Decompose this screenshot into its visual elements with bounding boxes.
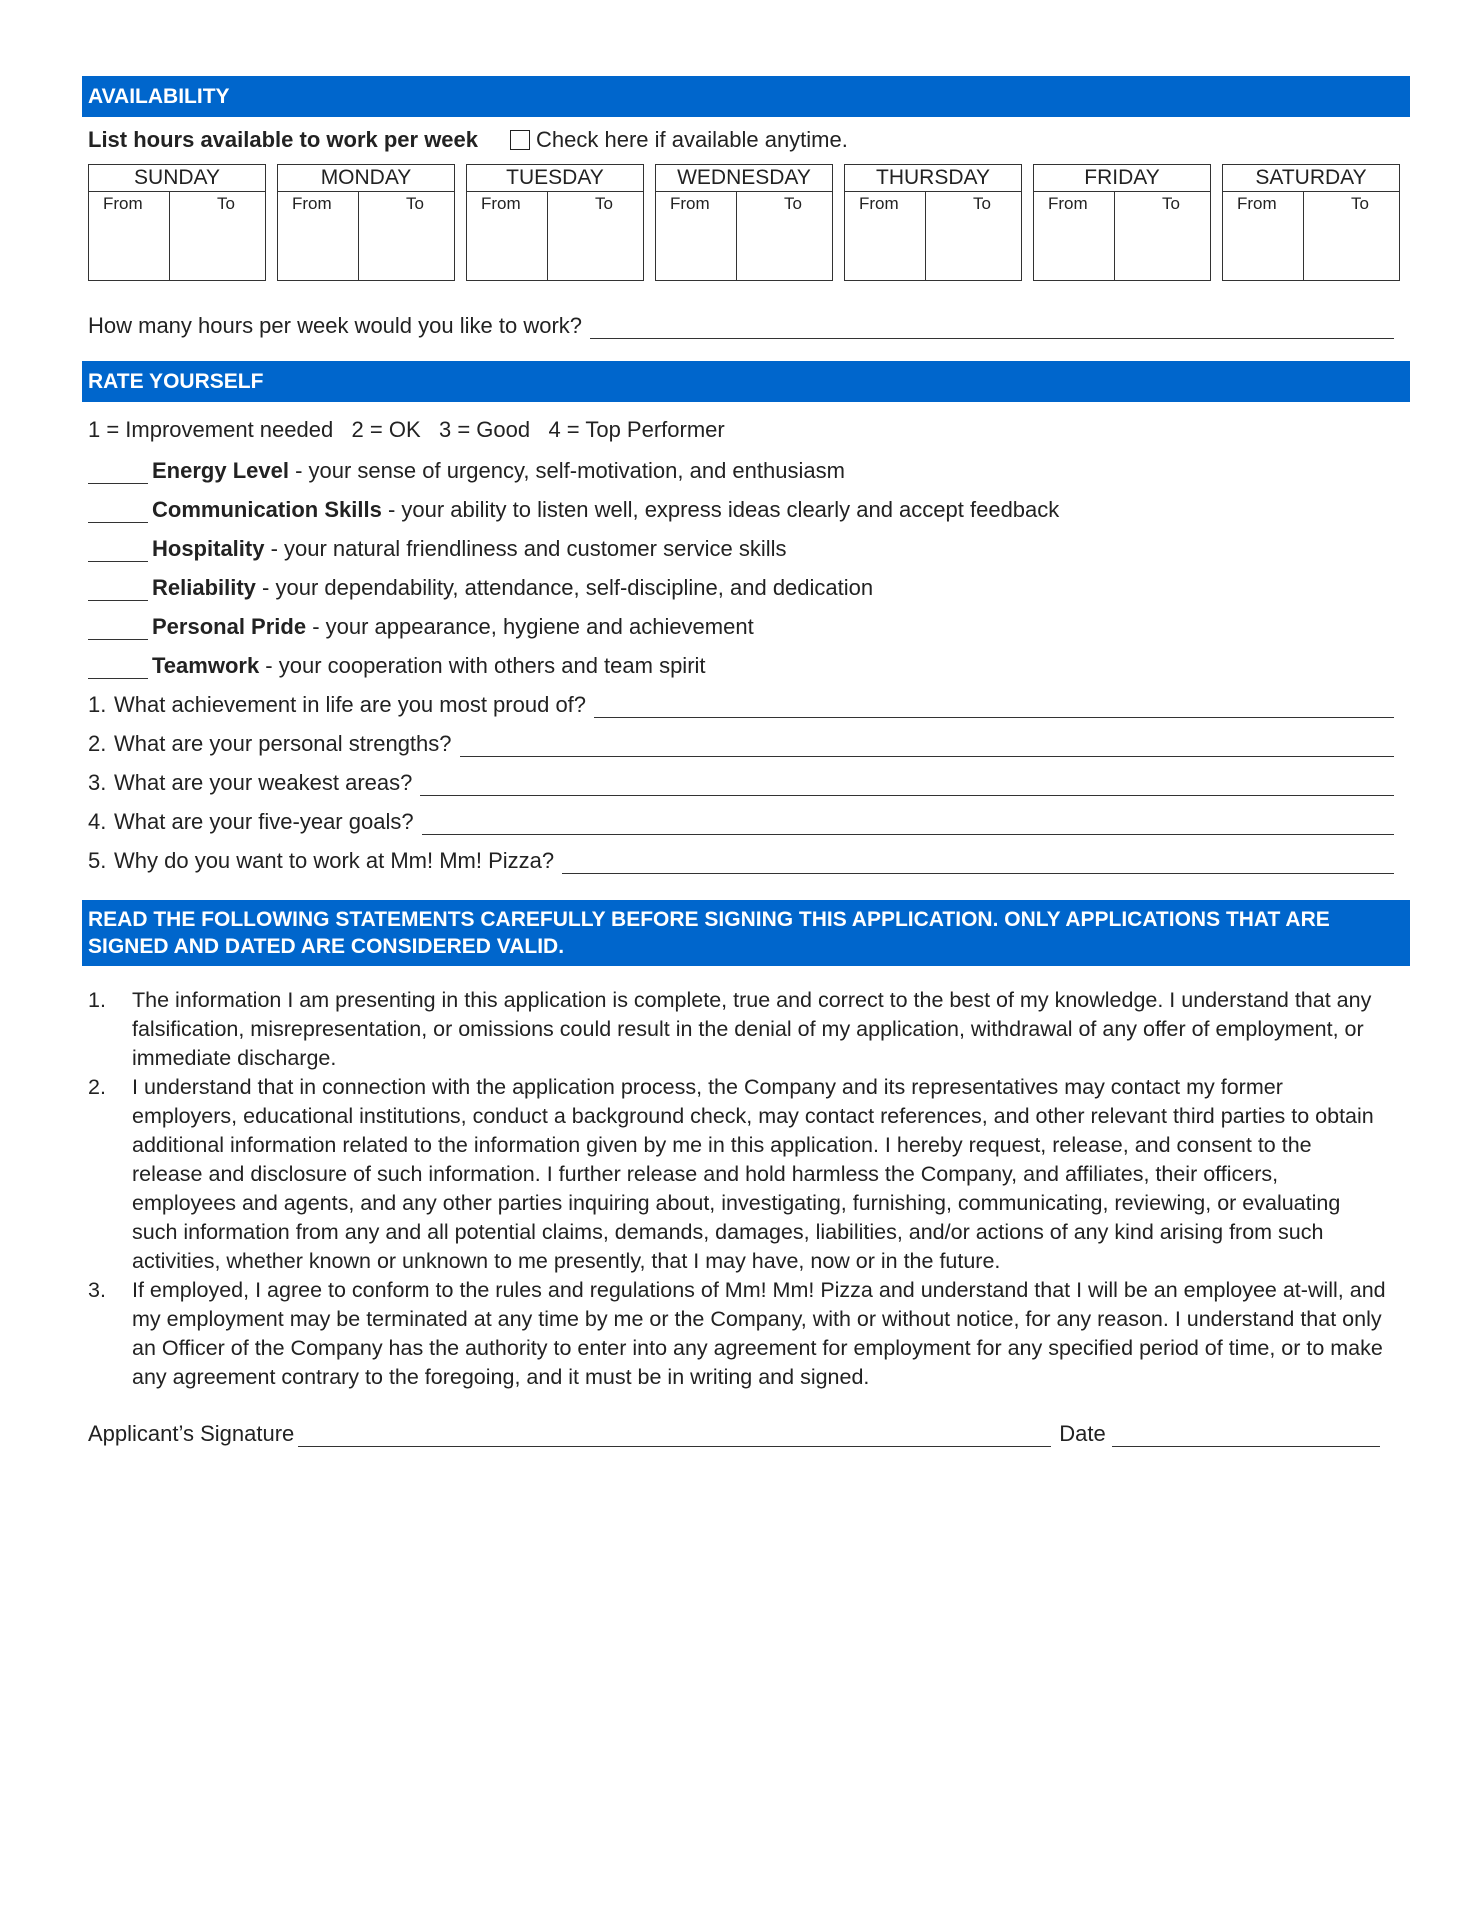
statement-number: 3. <box>88 1278 106 1302</box>
rating-item-communication-skills <box>82 495 1410 523</box>
statement-text: I understand that in connection with the application process, the Company and its representatives may contact my former employers, educational institutions, conduct a background check, may contact references, and other relevant third parties to obtain additional information related to the information given by me in this application. I hereby request, release, and consent to the release and disclosure of such information. I further release and hold harmless the Company, and affiliates, their officers, employees and agents, and any other parties inquiring about, investigating, furnishing, communicating, reviewing, or evaluating such information from any and all potential claims, demands, damages, liabilities, and/or actions of any kind arising from such activities, whether known or unknown to me presently, that I may have, now or in the future. <box>132 1075 1374 1273</box>
rating-item-energy-level <box>82 456 1410 484</box>
to-field[interactable]: To <box>1351 194 1369 213</box>
application-page <box>82 76 1410 1447</box>
day-name: MONDAY <box>278 165 454 192</box>
question-label: What achievement in life are you most proud of? <box>114 692 587 717</box>
rating-scale-legend: 1 = Improvement needed 2 = OK 3 = Good 4 = Top Performer <box>88 417 725 442</box>
from-field[interactable]: From <box>278 192 359 280</box>
day-name: FRIDAY <box>1034 165 1210 192</box>
rating-item-reliability <box>82 573 1410 601</box>
date-line[interactable] <box>1112 1424 1380 1447</box>
rating-blank[interactable] <box>88 539 148 562</box>
rating-description: - your natural friendliness and customer service skills <box>264 536 787 561</box>
rating-description: - your cooperation with others and team spirit <box>259 653 706 678</box>
anytime-option[interactable] <box>510 127 848 153</box>
answer-line[interactable] <box>422 812 1394 835</box>
hours-question-label: How many hours per week would you like to work? <box>88 313 583 338</box>
signature-row <box>82 1419 1410 1447</box>
anytime-checkbox[interactable] <box>510 130 530 150</box>
question-number: 1. <box>88 692 107 717</box>
from-field[interactable]: From <box>89 192 170 280</box>
question-number: 5. <box>88 848 107 873</box>
statement-item <box>82 1276 1410 1392</box>
day-box-sunday <box>88 164 266 281</box>
rating-blank[interactable] <box>88 578 148 601</box>
to-field[interactable]: To <box>406 194 424 213</box>
rating-blank[interactable] <box>88 656 148 679</box>
availability-header: AVAILABILITY <box>82 76 1410 117</box>
rating-item-personal-pride <box>82 612 1410 640</box>
from-field[interactable]: From <box>467 192 548 280</box>
question-row-proud <box>82 690 1410 718</box>
statement-number: 2. <box>88 1075 106 1099</box>
question-number: 4. <box>88 809 107 834</box>
statement-item <box>82 986 1410 1073</box>
day-name: SATURDAY <box>1223 165 1399 192</box>
date-label: Date <box>1059 1421 1106 1446</box>
question-row-why-work <box>82 846 1410 874</box>
question-row-goals <box>82 807 1410 835</box>
answer-line[interactable] <box>420 773 1394 796</box>
list-hours-label: List hours available to work per week <box>88 127 479 152</box>
rating-term: Hospitality <box>152 536 265 561</box>
answer-line[interactable] <box>562 851 1394 874</box>
to-field[interactable]: To <box>784 194 802 213</box>
day-box-saturday <box>1222 164 1400 281</box>
availability-grid <box>82 164 1410 281</box>
question-label: What are your five-year goals? <box>114 809 414 834</box>
question-row-weakest <box>82 768 1410 796</box>
to-field[interactable]: To <box>217 194 235 213</box>
statement-number: 1. <box>88 988 106 1012</box>
statements-header: READ THE FOLLOWING STATEMENTS CAREFULLY BEFORE SIGNING THIS APPLICATION. ONLY APPLICATIONS THAT ARE SIGNED AND DATED ARE CONSIDERED VALID. <box>82 900 1410 966</box>
rate-yourself-header: RATE YOURSELF <box>82 361 1410 402</box>
rating-description: - your dependability, attendance, self-discipline, and dedication <box>255 575 874 600</box>
from-field[interactable]: From <box>845 192 926 280</box>
answer-line[interactable] <box>460 734 1394 757</box>
statements-list <box>82 986 1410 1392</box>
question-label: Why do you want to work at Mm! Mm! Pizza? <box>114 848 555 873</box>
from-field[interactable]: From <box>1034 192 1115 280</box>
hours-question-row <box>82 311 1410 339</box>
rating-item-teamwork <box>82 651 1410 679</box>
day-box-wednesday <box>655 164 833 281</box>
to-field[interactable]: To <box>973 194 991 213</box>
rating-item-hospitality <box>82 534 1410 562</box>
question-row-strengths <box>82 729 1410 757</box>
to-field[interactable]: To <box>595 194 613 213</box>
day-name: TUESDAY <box>467 165 643 192</box>
day-box-tuesday <box>466 164 644 281</box>
rating-term: Reliability <box>152 575 256 600</box>
rating-description: - your sense of urgency, self-motivation, and enthusiasm <box>288 458 845 483</box>
signature-label: Applicant’s Signature <box>88 1421 295 1446</box>
day-box-monday <box>277 164 455 281</box>
question-label: What are your weakest areas? <box>114 770 413 795</box>
to-field[interactable]: To <box>1162 194 1180 213</box>
statement-text: The information I am presenting in this application is complete, true and correct to the best of my knowledge. I understand that any falsification, misrepresentation, or omissions could result in the denial of my application, withdrawal of any offer of employment, or immediate discharge. <box>132 988 1372 1070</box>
day-box-friday <box>1033 164 1211 281</box>
question-label: What are your personal strengths? <box>114 731 452 756</box>
day-name: THURSDAY <box>845 165 1021 192</box>
rating-blank[interactable] <box>88 461 148 484</box>
from-field[interactable]: From <box>656 192 737 280</box>
from-field[interactable]: From <box>1223 192 1304 280</box>
rating-term: Teamwork <box>152 653 260 678</box>
availability-title-row <box>82 126 1410 154</box>
day-name: WEDNESDAY <box>656 165 832 192</box>
day-name: SUNDAY <box>89 165 265 192</box>
answer-line[interactable] <box>594 695 1394 718</box>
signature-line[interactable] <box>298 1424 1051 1447</box>
day-box-thursday <box>844 164 1022 281</box>
question-number: 2. <box>88 731 107 756</box>
rating-description: - your appearance, hygiene and achievement <box>306 614 754 639</box>
hours-input-line[interactable] <box>590 316 1394 339</box>
statement-item <box>82 1073 1410 1276</box>
anytime-label: Check here if available anytime. <box>536 127 848 152</box>
rating-blank[interactable] <box>88 500 148 523</box>
question-number: 3. <box>88 770 107 795</box>
rating-blank[interactable] <box>88 617 148 640</box>
rating-term: Personal Pride <box>152 614 307 639</box>
rating-term: Energy Level <box>152 458 289 483</box>
rating-term: Communication Skills <box>152 497 382 522</box>
statement-text: If employed, I agree to conform to the rules and regulations of Mm! Mm! Pizza and understand that I will be an employee at-will, and my employment may be terminated at any time by me or the Company, with or without notice, for any reason. I understand that only an Officer of the Company has the authority to enter into any agreement for employment for any specified period of time, or to make any agreement contrary to the foregoing, and it must be in writing and signed. <box>132 1278 1386 1389</box>
rating-description: - your ability to listen well, express ideas clearly and accept feedback <box>381 497 1060 522</box>
